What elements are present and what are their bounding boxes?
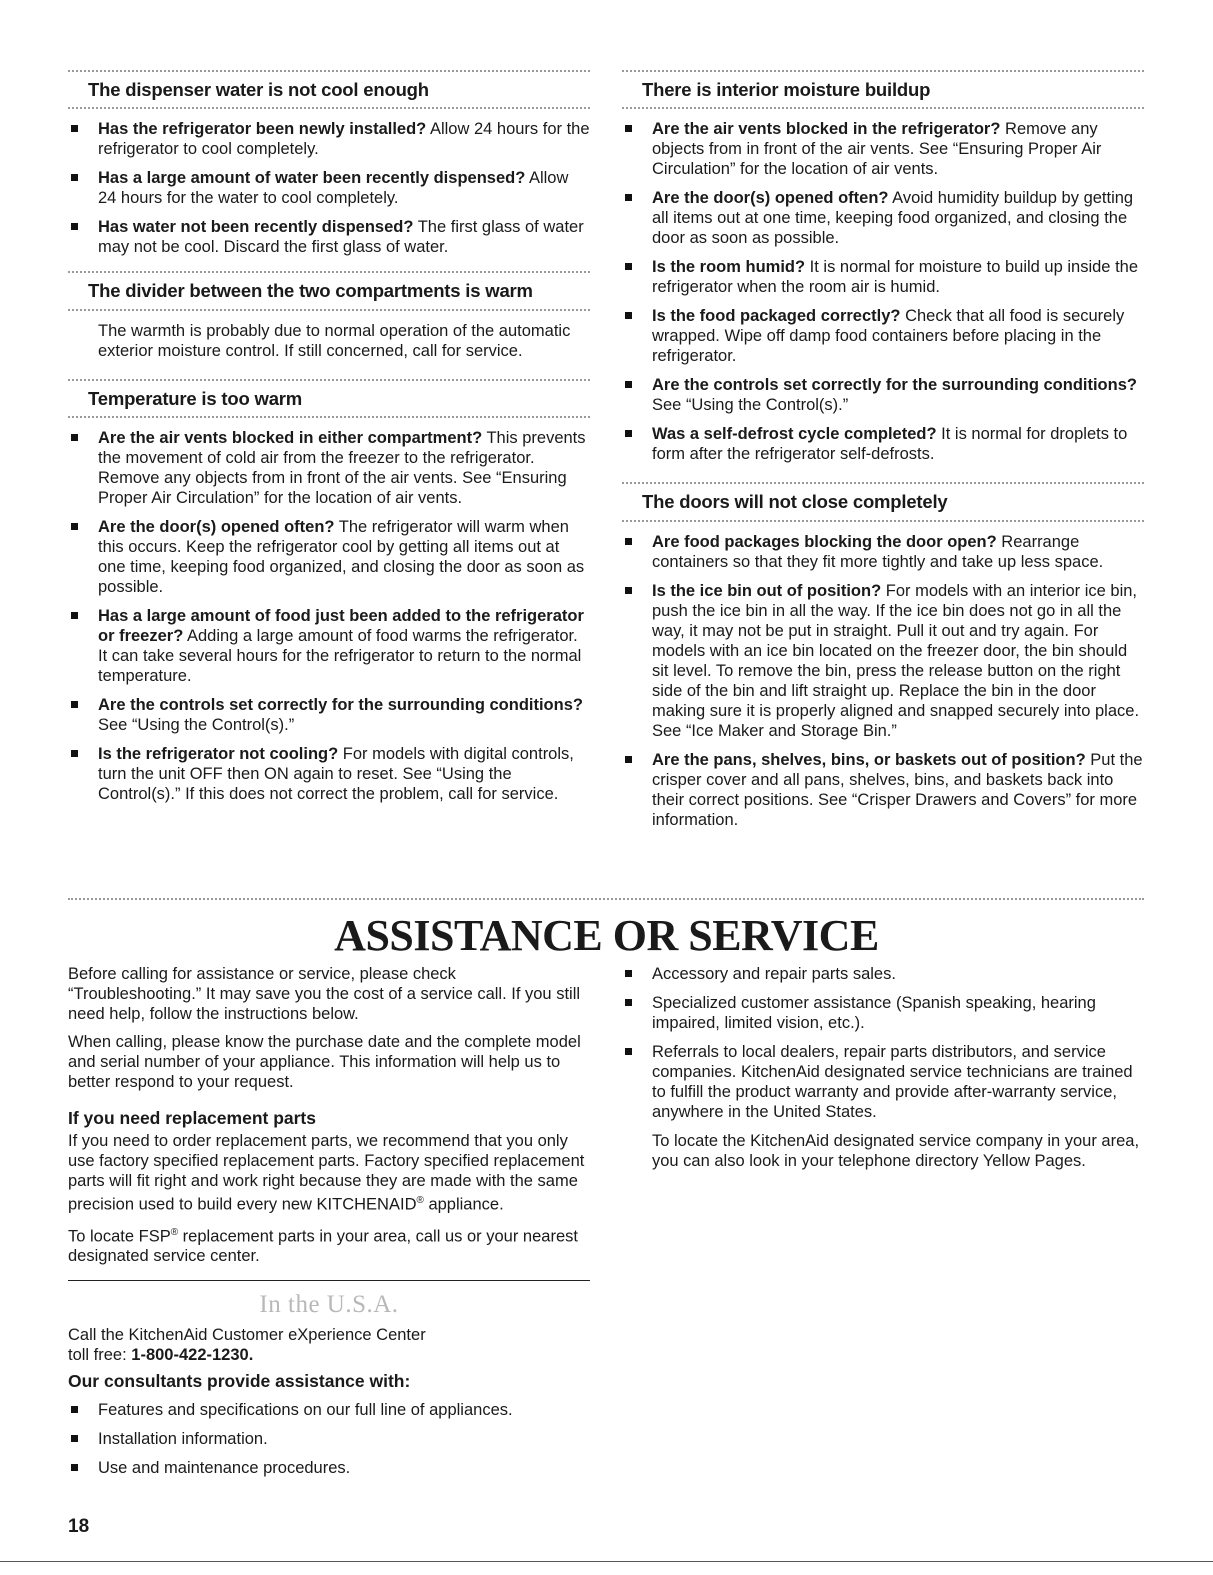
list-item [68, 217, 590, 257]
list-item [622, 1042, 1144, 1122]
bullet-square-icon [625, 263, 632, 270]
list-item [622, 424, 1144, 464]
answer: Remove any objects from in front of the air vents. See “Ensuring Proper Air Circulation” for the location of air vents. [652, 120, 1102, 179]
call-paragraph [68, 1325, 590, 1365]
parts-text: If you need to order replacement parts, we recommend that you only use factory specified replacement parts. Factory specified replacement parts will fit right and work right because they are made with the same precision used to build every new KITCHENAID [68, 1132, 585, 1214]
list-item [622, 119, 1144, 179]
consultants-list [68, 1400, 590, 1478]
answer: Allow 24 hours for the refrigerator to cool completely. [98, 120, 590, 159]
section-header [68, 271, 590, 310]
bullet-square-icon [71, 125, 78, 132]
section-header [68, 70, 590, 109]
bullet-square-icon [625, 999, 632, 1006]
list-item [622, 375, 1144, 415]
section-title: The divider between the two compartments is warm [88, 280, 533, 302]
bullet-square-icon [71, 701, 78, 708]
answer: For models with an interior ice bin, push the ice bin in all the way. If the ice bin does not go in all the way, it may not be put in straight. Pull it out and try again. For models with an ice bin located on the freezer door, the bin should sit level. To remove the bin, press the release button on the right side of the bin and lift straight up. Replace the bin in the door making sure it is properly aligned and snapped securely into place. See “Ice Maker and Storage Bin.” [652, 581, 1140, 740]
answer: Allow 24 hours for the water to cool completely. [98, 169, 569, 208]
question: Are the door(s) opened often? [98, 518, 335, 537]
section-dispenser-water [68, 70, 590, 257]
answer: The refrigerator will warm when this occurs. Keep the refrigerator cool by getting all items out at one time, keeping food organized, and closing the door as soon as possible. [98, 518, 585, 597]
bullet-square-icon [625, 1048, 632, 1055]
bullet-square-icon [71, 523, 78, 530]
usa-heading: In the U.S.A. [259, 1291, 399, 1318]
list-item [68, 744, 590, 804]
bullet-square-icon [71, 1406, 78, 1413]
locate-paragraph: To locate the KitchenAid designated service company in your area, you can also look in your telephone directory Yellow Pages. [652, 1132, 1140, 1170]
list-item [622, 188, 1144, 248]
bullet-list [68, 428, 590, 804]
left-troubleshooting-column [68, 70, 590, 813]
item-text: Referrals to local dealers, repair parts distributors, and service companies. KitchenAid designated service technicians are trained to fulfill the product warranty and provide after-warranty service, anywhere in the United States. [652, 1043, 1133, 1121]
question: Are the pans, shelves, bins, or baskets out of position? [652, 750, 1086, 769]
bullet-square-icon [625, 312, 632, 319]
intro-paragraph: Before calling for assistance or service, please check “Troubleshooting.” It may save you the cost of a service call. If you still need help, follow the instructions below. [68, 965, 581, 1023]
fsp-paragraph [68, 1223, 590, 1267]
list-item [68, 428, 590, 508]
question: Has a large amount of food just been added to the refrigerator or freezer? [98, 607, 584, 646]
list-item [68, 168, 590, 208]
list-item [622, 993, 1144, 1033]
services-list [622, 964, 1144, 1122]
call-text: Call the KitchenAid Customer eXperience Center [68, 1326, 426, 1344]
footer-rule [0, 1561, 1213, 1562]
calling-paragraph: When calling, please know the purchase date and the complete model and serial number of your appliance. This information will help us to better respond to your request. [68, 1033, 581, 1091]
answer: Adding a large amount of food warms the refrigerator. It can take several hours for the refrigerator to return to the normal temperature. [98, 627, 582, 686]
fsp-text-end: replacement parts in your area, call us or your nearest designated service center. [68, 1227, 578, 1265]
question: Has the refrigerator been newly installed? [98, 120, 427, 139]
bullet-square-icon [625, 538, 632, 545]
question: Are the air vents blocked in either compartment? [98, 429, 483, 448]
replacement-parts-paragraph [68, 1131, 590, 1215]
section-title: The doors will not close completely [642, 491, 948, 513]
bullet-square-icon [625, 194, 632, 201]
page-number: 18 [68, 1516, 90, 1537]
answer: See “Using the Control(s).” [652, 396, 849, 415]
question: Is the food packaged correctly? [652, 307, 901, 326]
answer: Rearrange containers so that they fit more tightly and take up less space. [652, 532, 1104, 571]
answer: This prevents the movement of cold air from the freezer to the refrigerator. Remove any objects from in front of the air vents. See “Ensuring Proper Air Circulation” for the location of air vents. [98, 429, 586, 508]
bullet-square-icon [71, 223, 78, 230]
list-item [68, 1458, 590, 1478]
bullet-square-icon [71, 612, 78, 619]
item-text: Features and specifications on our full line of appliances. [98, 1401, 513, 1419]
bullet-list [622, 532, 1144, 830]
replacement-parts-heading: If you need replacement parts [68, 1108, 316, 1128]
section-temperature-warm [68, 379, 590, 804]
list-item [68, 695, 590, 735]
item-text: Accessory and repair parts sales. [652, 965, 896, 983]
tollfree-label: toll free: [68, 1346, 132, 1364]
answer: Avoid humidity buildup by getting all items out at one time, keeping food organized, and closing the door as soon as possible. [652, 189, 1134, 248]
consultants-heading: Our consultants provide assistance with: [68, 1371, 411, 1391]
list-item [68, 517, 590, 597]
bullet-square-icon [625, 125, 632, 132]
divider-rule [68, 1280, 590, 1281]
section-header [622, 482, 1144, 521]
bullet-square-icon [71, 174, 78, 181]
registered-mark: ® [416, 1195, 424, 1206]
assistance-left-column [68, 964, 590, 1487]
bullet-square-icon [71, 1464, 78, 1471]
question: Is the room humid? [652, 258, 806, 277]
right-troubleshooting-column [622, 70, 1144, 839]
page-title: ASSISTANCE OR SERVICE [334, 911, 879, 960]
registered-mark: ® [170, 1226, 179, 1238]
question: Are the door(s) opened often? [652, 189, 889, 208]
section-header [622, 70, 1144, 109]
bullet-square-icon [625, 970, 632, 977]
answer: For models with digital controls, turn the unit OFF then ON again to reset. See “Using the Control(s).” If this does not correct the problem, call for service. [98, 745, 574, 804]
section-title: Temperature is too warm [88, 387, 303, 409]
bullet-list [622, 119, 1144, 464]
assistance-right-column [622, 964, 1144, 1180]
question: Has water not been recently dispensed? [98, 218, 414, 237]
bullet-square-icon [625, 587, 632, 594]
list-item [622, 257, 1144, 297]
item-text: Use and maintenance procedures. [98, 1459, 351, 1477]
bullet-square-icon [625, 756, 632, 763]
list-item [68, 119, 590, 159]
item-text: Installation information. [98, 1430, 268, 1448]
section-header [68, 379, 590, 418]
section-title: The dispenser water is not cool enough [88, 79, 429, 100]
list-item [622, 532, 1144, 572]
list-item [622, 964, 1144, 984]
section-title: There is interior moisture buildup [642, 79, 931, 100]
question: Is the refrigerator not cooling? [98, 745, 339, 764]
question: Was a self-defrost cycle completed? [652, 425, 937, 444]
list-item [622, 581, 1144, 741]
list-item [622, 306, 1144, 366]
bullet-square-icon [71, 750, 78, 757]
section-text: The warmth is probably due to normal operation of the automatic exterior moisture control. If still concerned, call for service. [98, 321, 571, 360]
answer: The first glass of water may not be cool. Discard the first glass of water. [98, 218, 584, 257]
answer: See “Using the Control(s).” [98, 716, 295, 735]
question: Is the ice bin out of position? [652, 581, 882, 600]
bullet-square-icon [71, 1435, 78, 1442]
section-doors-not-close [622, 482, 1144, 829]
question: Are food packages blocking the door open? [652, 532, 997, 551]
section-separator [68, 898, 1144, 900]
question: Are the controls set correctly for the surrounding conditions? [652, 376, 1137, 395]
phone-number: 1-800-422-1230. [131, 1346, 254, 1364]
answer: Check that all food is securely wrapped. Wipe off damp food containers before placing in the refrigerator. [652, 307, 1125, 366]
bullet-square-icon [625, 430, 632, 437]
bullet-square-icon [71, 434, 78, 441]
answer: It is normal for moisture to build up inside the refrigerator when the room air is humid. [652, 258, 1139, 297]
answer: Put the crisper cover and all pans, shelves, bins, and baskets back into their correct positions. See “Crisper Drawers and Covers” for more information. [652, 750, 1143, 829]
question: Are the controls set correctly for the surrounding conditions? [98, 696, 583, 715]
item-text: Specialized customer assistance (Spanish speaking, hearing impaired, limited vision, etc.). [652, 994, 1096, 1032]
question: Are the air vents blocked in the refrigerator? [652, 120, 1001, 139]
section-moisture-buildup [622, 70, 1144, 464]
answer: It is normal for droplets to form after the refrigerator self-defrosts. [652, 425, 1128, 464]
section-divider-warm [68, 271, 590, 360]
parts-text-end: appliance. [423, 1195, 504, 1214]
list-item [622, 750, 1144, 830]
bullet-square-icon [625, 381, 632, 388]
fsp-text: To locate FSP [68, 1227, 171, 1245]
bullet-list [68, 119, 590, 257]
question: Has a large amount of water been recently dispensed? [98, 169, 526, 188]
list-item [68, 1429, 590, 1449]
list-item [68, 606, 590, 686]
list-item [68, 1400, 590, 1420]
